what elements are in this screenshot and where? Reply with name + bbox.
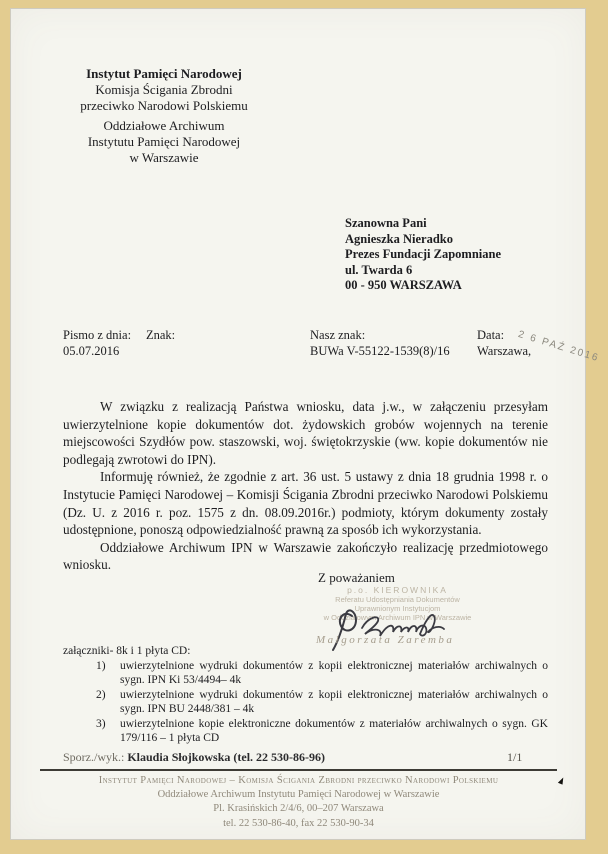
attachments-list: [63, 644, 548, 746]
footer-divider: [40, 769, 557, 771]
attachment-text: uwierzytelnione kopie elektroniczne dokumentów z materiałów archiwalnych o sygn. GK 179/116 – 1 płyta CD: [120, 717, 548, 744]
prepared-by-value: Klaudia Słojkowska (tel. 22 530-86-96): [127, 750, 326, 764]
ref-date-label: Data:: [477, 328, 505, 342]
body-paragraph-2: Informuję również, że zgodnie z art. 36 ust. 5 ustawy z dnia 18 grudnia 1998 r. o Instytucie Pamięci Narodowej – Komisji Ścigania Zbrodni przeciwko Narodowi Polskiemu (Dz. U. z 2016 r. poz. 1575 z dn. 08.09.2016r.) podmioty, którym dokumenty zostały udostępnione, ponoszą odpowiedzialność prawną za sposób ich wykorzystania.: [63, 469, 548, 538]
attachments-intro: załączniki- 8k i 1 płyta CD:: [63, 645, 191, 657]
institution-name: Instytut Pamięci Narodowej: [86, 66, 242, 81]
stamp-line3: Uprawnionym Instytucjom: [354, 604, 441, 613]
institution-line2: Komisja Ścigania Zbrodni: [95, 82, 233, 97]
branch-line2: Instytutu Pamięci Narodowej: [87, 134, 241, 149]
stamp-line1: p.o. KIEROWNIKA: [347, 585, 448, 595]
recipient-title: Prezes Fundacji Zapomniane: [345, 247, 502, 261]
recipient-address: [345, 216, 575, 294]
footer-branch-line: Oddziałowe Archiwum Instytutu Pamięci Narodowej w Warszawie: [157, 789, 440, 801]
ref-znak-label: Znak:: [146, 328, 176, 342]
institution-line3: przeciwko Narodowi Polskiemu: [80, 98, 248, 113]
letterhead-branch: [44, 118, 284, 166]
ref-letter-date-value: 05.07.2016: [63, 344, 120, 358]
recipient-street: ul. Twarda 6: [345, 262, 413, 277]
body-paragraph-1: W związku z realizacją Państwa wniosku, data j.w., w załączeniu przesyłam uwierzytelnione kopie dokumentów dot. żydowskich grobów wojennych na terenie miejscowości Szydłów pow. staszowski, woj. świętokrzyskie (ww. kopie dokumentów nie podlegają zwrotowi do IPN).: [63, 399, 548, 467]
stamp-line2: Referatu Udostępniania Dokumentów: [335, 595, 460, 604]
attachment-number: 2): [96, 688, 106, 701]
letterhead-institution: [44, 66, 284, 114]
attachment-number: 1): [96, 659, 106, 672]
recipient-name: Agnieszka Nieradko: [345, 231, 453, 246]
attachment-item: [63, 688, 548, 717]
branch-line1: Oddziałowe Archiwum: [103, 118, 225, 133]
footer-block: [40, 774, 557, 831]
footer-address-line: Pl. Krasińskich 2/4/6, 00–207 Warszawa: [213, 803, 384, 815]
prepared-by-line: [63, 750, 325, 765]
letter-body: [63, 398, 548, 574]
ref-date-value: Warszawa,: [477, 344, 532, 358]
received-date-stamp: 2 6 PAŹ 2016: [516, 329, 601, 365]
body-paragraph-3: Oddziałowe Archiwum IPN w Warszawie zakończyło realizację przedmiotowego wniosku.: [63, 539, 548, 573]
footer-phone-line: tel. 22 530-86-40, fax 22 530-90-34: [223, 817, 374, 829]
signer-name: Małgorzata Zaremba: [316, 634, 455, 646]
recipient-salutation: Szanowna Pani: [345, 216, 427, 230]
footer-institution-line: Instytut Pamięci Narodowej – Komisja Ścigania Zbrodni przeciwko Narodowi Polskiemu: [98, 775, 499, 786]
ref-our-ref-value: BUWa V-55122-1539(8)/16: [310, 344, 450, 358]
ref-letter-date: [63, 327, 131, 359]
ref-letter-date-label: Pismo z dnia:: [63, 328, 132, 342]
prepared-by-label: Sporz./wyk.:: [63, 750, 125, 764]
stamp-line4: w Oddziałowym Archiwum IPN w Warszawie: [323, 613, 472, 622]
page-number: 1/1: [507, 750, 523, 764]
attachment-number: 3): [96, 717, 106, 730]
attachment-text: uwierzytelnione wydruki dokumentów z kopii elektronicznej materiałów archiwalnych o sygn. IPN BU 2448/381 – 4k: [120, 688, 548, 715]
attachment-item: [63, 659, 548, 688]
valediction: Z poważaniem: [318, 570, 395, 585]
ref-our-ref-label: Nasz znak:: [310, 328, 366, 342]
ref-znak: [146, 327, 175, 343]
attachment-text: uwierzytelnione wydruki dokumentów z kopii elektronicznej materiałów archiwalnych o sygn. IPN Ki 53/4494– 4k: [120, 659, 548, 686]
branch-line3: w Warszawie: [129, 150, 199, 165]
ref-our-ref: [310, 327, 450, 359]
recipient-city: 00 - 950 WARSZAWA: [345, 278, 462, 292]
attachment-item: [63, 717, 548, 746]
